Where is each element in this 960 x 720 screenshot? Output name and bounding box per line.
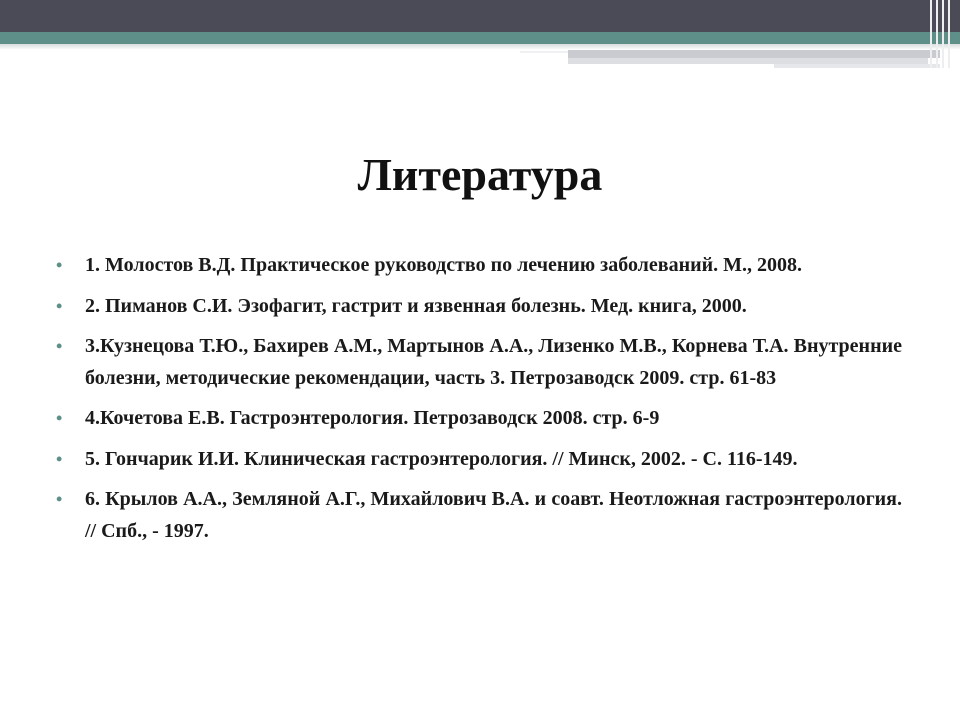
reference-text: 3.Кузнецова Т.Ю., Бахирев А.М., Мартынов А.А., Лизенко М.В., Корнева Т.А. Внутренние болезни, методические рекомендации, часть 3. Петрозаводск 2009. стр. 61-83 [85,335,902,389]
bullet-icon: • [56,295,63,316]
reference-text: 6. Крылов А.А., Земляной А.Г., Михайлович В.А. и соавт. Неотложная гастроэнтерология. // Спб., - 1997. [85,488,902,542]
reference-text: 5. Гончарик И.И. Клиническая гастроэнтерология. // Минск, 2002. - С. 116-149. [85,447,798,470]
reference-item [56,403,902,435]
bullet-icon: • [56,448,63,469]
reference-text: 2. Пиманов С.И. Эзофагит, гастрит и язвенная болезнь. Мед. книга, 2000. [85,294,747,317]
reference-item [56,250,902,282]
header-gray-bar [568,50,940,58]
reference-text: 1. Молостов В.Д. Практическое руководство по лечению заболеваний. М., 2008. [85,254,803,276]
header-vertical-line [942,0,944,68]
header-dark-bar [0,0,960,32]
header-teal-bar [0,32,960,44]
reference-item [56,331,902,394]
header-vertical-line [948,0,950,68]
reference-text: 4.Кочетова Е.В. Гастроэнтерология. Петрозаводск 2008. стр. 6-9 [85,407,660,429]
bullet-icon: • [56,489,63,509]
reference-item [56,444,902,476]
bullet-icon: • [56,408,63,428]
slide-title: Литература [357,149,603,200]
header-gray-bar [774,64,940,68]
header-vertical-line [936,0,938,68]
header-vertical-line [930,0,932,68]
reference-list [56,250,902,556]
reference-item [56,291,902,323]
reference-item [56,484,902,547]
bullet-icon: • [56,255,63,275]
bullet-icon: • [56,336,63,356]
